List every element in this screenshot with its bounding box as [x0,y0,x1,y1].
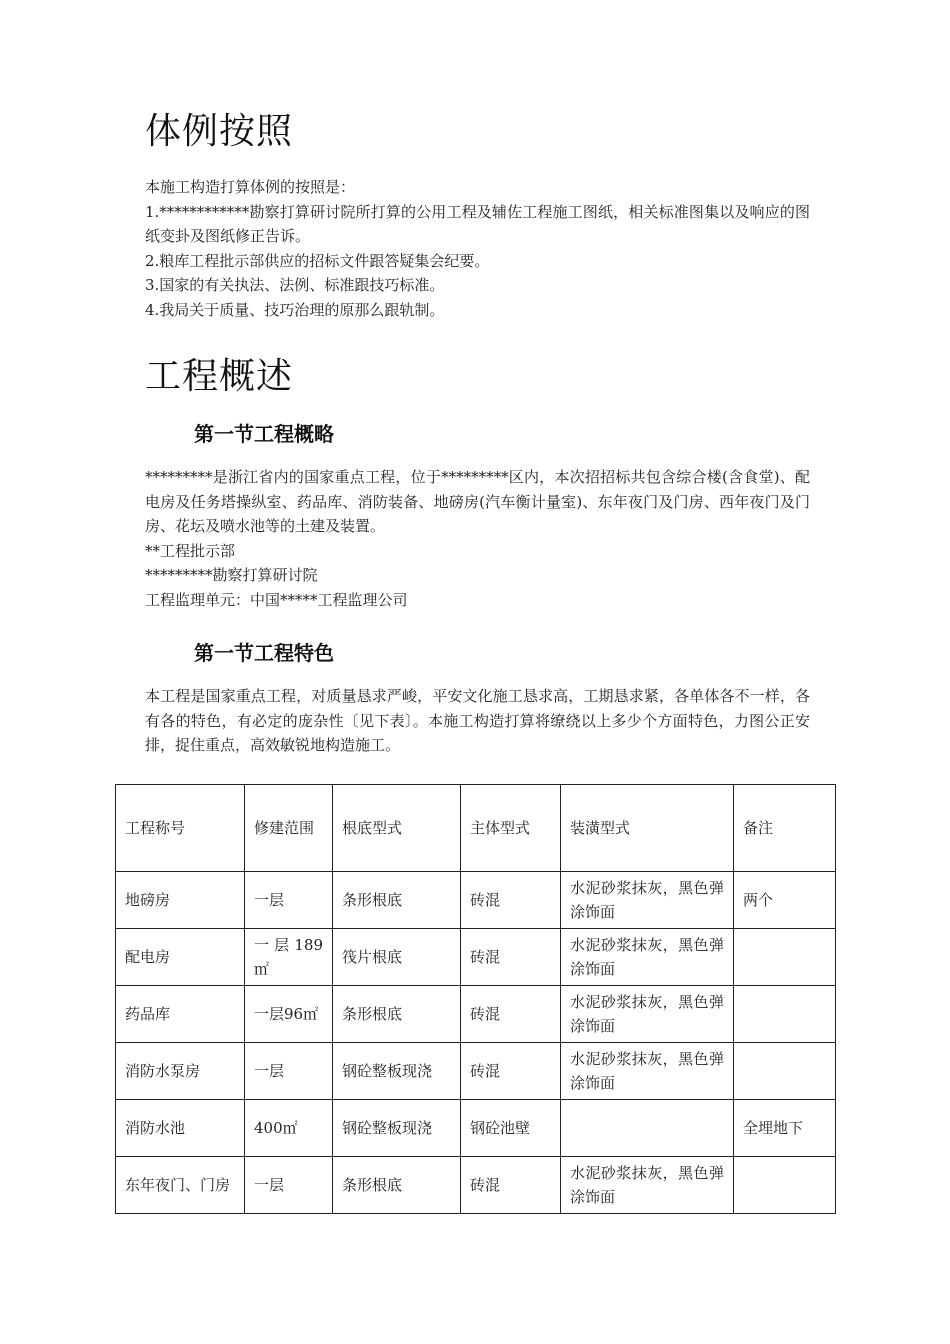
features-paragraph [145,684,810,758]
table-cell: 东年夜门、门房 [116,1157,245,1214]
table-cell: 消防水泵房 [116,1043,245,1100]
table-header-row [116,785,836,872]
table-cell: 钢砼整板现浇 [333,1043,461,1100]
table-cell: 配电房 [116,929,245,986]
summary-line: 工程监理单元：中国*****工程监理公司 [145,590,408,609]
table-cell: 消防水池 [116,1100,245,1157]
basis-line: 3.国家的有关执法、法例、标准跟技巧标准。 [145,276,445,294]
table-cell: 条形根底 [333,1157,461,1214]
table-row [116,929,836,986]
table-cell: 一层 [245,872,333,929]
table-cell: 条形根底 [333,986,461,1043]
basis-paragraph [145,175,810,322]
table-cell: 一层96㎡ [245,986,333,1043]
table-cell: 砖混 [461,1157,561,1214]
table-cell: 水泥砂浆抹灰，黑色弹涂饰面 [561,1157,734,1214]
table-row [116,1100,836,1157]
table-cell: 钢砼池壁 [461,1100,561,1157]
table-cell: 两个 [734,872,836,929]
table-cell [561,1100,734,1157]
table-cell: 水泥砂浆抹灰，黑色弹涂饰面 [561,872,734,929]
subsection-title-summary: 第一节工程概略 [194,422,334,446]
table-cell: 砖混 [461,1043,561,1100]
table-row [116,986,836,1043]
table-row [116,1043,836,1100]
table-row [116,872,836,929]
table-cell: 砖混 [461,929,561,986]
table-cell: 药品库 [116,986,245,1043]
basis-line: 4.我局关于质量、技巧治理的原那么跟轨制。 [145,300,445,319]
subsection-title-features: 第一节工程特色 [194,641,334,665]
table-cell: 砖混 [461,986,561,1043]
table-cell: 水泥砂浆抹灰，黑色弹涂饰面 [561,929,734,986]
table-header-cell: 装潢型式 [561,785,734,872]
table-cell [734,929,836,986]
section-title-overview: 工程概述 [145,356,294,397]
section-title-basis: 体例按照 [145,111,294,152]
table-header-cell: 工程称号 [116,785,245,872]
table-cell: 钢砼整板现浇 [333,1100,461,1157]
table-cell: 地磅房 [116,872,245,929]
table-cell: 一层 [245,1043,333,1100]
table-header-cell: 备注 [734,785,836,872]
summary-line: *********勘察打算研讨院 [145,566,318,584]
table-cell: 400㎡ [245,1100,333,1157]
table-cell: 水泥砂浆抹灰，黑色弹涂饰面 [561,1043,734,1100]
table-cell [734,1157,836,1214]
table-cell: 砖混 [461,872,561,929]
table-cell: 一层 [245,1157,333,1214]
table-row [116,1157,836,1214]
basis-line: 2.粮库工程批示部供应的招标文件跟答疑集会纪要。 [145,251,490,270]
basis-line: 1.************勘察打算研讨院所打算的公用工程及辅佐工程施工图纸，相关标准图集以及响应的图纸变卦及图纸修正告诉。 [145,202,810,245]
basis-line: 本施工构造打算体例的按照是： [145,178,356,196]
table-cell: 一层189㎡ [245,929,333,986]
table-cell: 全埋地下 [734,1100,836,1157]
features-table [115,784,836,1214]
table-cell: 筏片根底 [333,929,461,986]
table-header-cell: 根底型式 [333,785,461,872]
table-cell [734,986,836,1043]
table-header-cell: 修建范围 [245,785,333,872]
summary-paragraph [145,465,810,612]
table-cell [734,1043,836,1100]
table-cell: 水泥砂浆抹灰，黑色弹涂饰面 [561,986,734,1043]
features-line: 本工程是国家重点工程，对质量恳求严峻，平安文化施工恳求高，工期恳求紧，各单体各不一样，各有各的特色，有必定的庞杂性〔见下表〕。本施工构造打算将缭绕以上多少个方面特色，力图公正安排，捉住重点，高效敏锐地构造施工。 [145,687,810,754]
table-cell: 条形根底 [333,872,461,929]
table-header-cell: 主体型式 [461,785,561,872]
summary-line: *********是浙江省内的国家重点工程，位于*********区内，本次招招标共包含综合楼(含食堂)、配电房及任务塔操纵室、药品库、消防装备、地磅房(汽车衡计量室)、东年夜门及门房、西年夜门及门房、花坛及喷水池等的土建及装置。 [145,468,810,535]
summary-line: **工程批示部 [145,541,236,560]
